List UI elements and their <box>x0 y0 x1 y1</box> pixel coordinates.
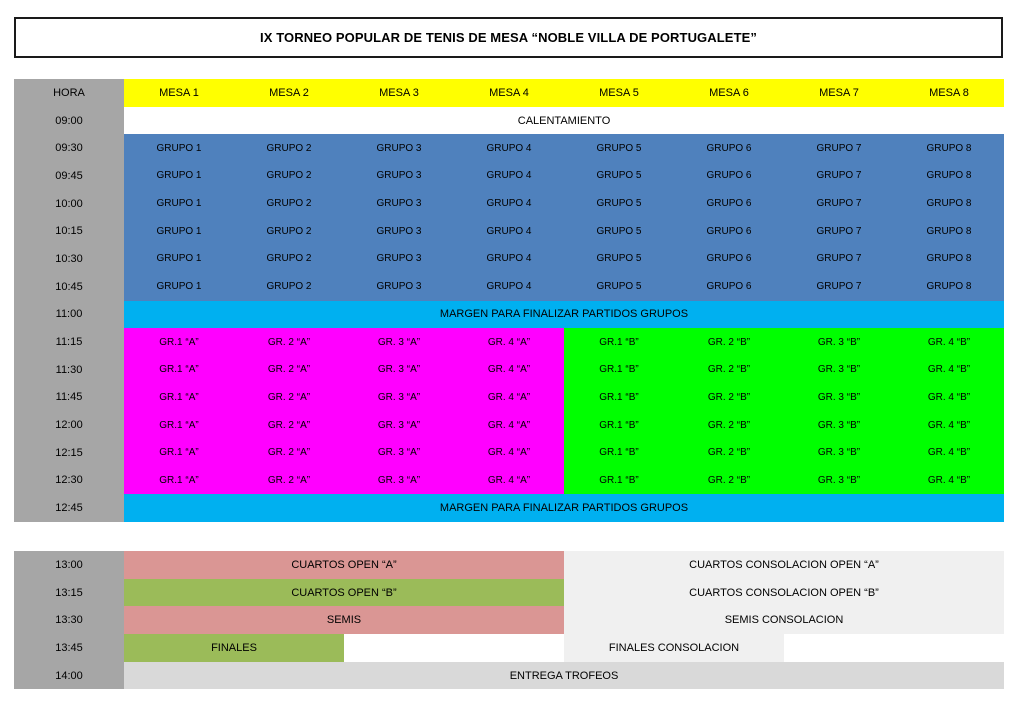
subgroup-cell: GR. 3 “B” <box>784 439 894 467</box>
subgroup-cell: GR. 3 “B” <box>784 411 894 439</box>
trophies-row <box>14 662 1004 690</box>
semis-consolacion-cell: SEMIS CONSOLACION <box>564 606 1004 634</box>
subgroup-cell: GR. 3 “B” <box>784 328 894 356</box>
hora-header: HORA <box>14 79 124 107</box>
group-cell: GRUPO 2 <box>234 217 344 245</box>
time-cell: 12:00 <box>14 411 124 439</box>
mesa-header: MESA 5 <box>564 79 674 107</box>
group-cell: GRUPO 4 <box>454 273 564 301</box>
subgroup-cell: GR.1 “A” <box>124 328 234 356</box>
group-cell: GRUPO 1 <box>124 245 234 273</box>
group-cell: GRUPO 3 <box>344 273 454 301</box>
margin-cell: MARGEN PARA FINALIZAR PARTIDOS GRUPOS <box>124 301 1004 329</box>
subgroup-cell: GR. 4 “B” <box>894 328 1004 356</box>
time-cell: 12:15 <box>14 439 124 467</box>
mesa-header: MESA 8 <box>894 79 1004 107</box>
time-cell: 13:15 <box>14 579 124 607</box>
subgroup-cell: GR. 2 “B” <box>674 411 784 439</box>
finals-row <box>14 551 1004 579</box>
margin-row <box>14 301 1004 329</box>
subgroup-cell: GR. 3 “A” <box>344 467 454 495</box>
group-cell: GRUPO 5 <box>564 273 674 301</box>
subgroup-cell: GR. 3 “B” <box>784 356 894 384</box>
entrega-trofeos-cell: ENTREGA TROFEOS <box>124 662 1004 690</box>
time-cell: 11:15 <box>14 328 124 356</box>
mesa-header: MESA 3 <box>344 79 454 107</box>
cuartos-consolacion-a-cell: CUARTOS CONSOLACION OPEN “A” <box>564 551 1004 579</box>
mesa-header: MESA 6 <box>674 79 784 107</box>
subgroup-row <box>14 439 1004 467</box>
time-cell: 12:30 <box>14 467 124 495</box>
group-cell: GRUPO 3 <box>344 217 454 245</box>
subgroup-cell: GR. 4 “B” <box>894 439 1004 467</box>
subgroup-row <box>14 384 1004 412</box>
margin-cell: MARGEN PARA FINALIZAR PARTIDOS GRUPOS <box>124 494 1004 522</box>
group-cell: GRUPO 3 <box>344 190 454 218</box>
time-cell: 11:30 <box>14 356 124 384</box>
group-cell: GRUPO 6 <box>674 190 784 218</box>
tournament-title: IX TORNEO POPULAR DE TENIS DE MESA “NOBLE VILLA DE PORTUGALETE” <box>14 17 1003 58</box>
group-cell: GRUPO 3 <box>344 134 454 162</box>
group-cell: GRUPO 7 <box>784 245 894 273</box>
finales-cell: FINALES <box>124 634 344 662</box>
subgroup-cell: GR. 2 “A” <box>234 411 344 439</box>
subgroup-row <box>14 356 1004 384</box>
group-cell: GRUPO 6 <box>674 134 784 162</box>
group-cell: GRUPO 2 <box>234 273 344 301</box>
subgroup-cell: GR. 2 “A” <box>234 328 344 356</box>
time-cell: 11:45 <box>14 384 124 412</box>
time-cell: 13:30 <box>14 606 124 634</box>
cuartos-open-a-cell: CUARTOS OPEN “A” <box>124 551 564 579</box>
group-cell: GRUPO 6 <box>674 217 784 245</box>
subgroup-cell: GR. 3 “B” <box>784 384 894 412</box>
group-cell: GRUPO 6 <box>674 162 784 190</box>
group-cell: GRUPO 4 <box>454 190 564 218</box>
subgroup-row <box>14 411 1004 439</box>
group-cell: GRUPO 5 <box>564 217 674 245</box>
cuartos-consolacion-b-cell: CUARTOS CONSOLACION OPEN “B” <box>564 579 1004 607</box>
subgroup-cell: GR. 4 “A” <box>454 467 564 495</box>
group-cell: GRUPO 7 <box>784 273 894 301</box>
group-cell: GRUPO 8 <box>894 190 1004 218</box>
time-cell: 12:45 <box>14 494 124 522</box>
group-row <box>14 273 1004 301</box>
subgroup-cell: GR.1 “A” <box>124 356 234 384</box>
group-cell: GRUPO 1 <box>124 134 234 162</box>
subgroup-cell: GR. 3 “A” <box>344 328 454 356</box>
subgroup-cell: GR. 2 “B” <box>674 467 784 495</box>
subgroup-cell: GR. 2 “B” <box>674 328 784 356</box>
subgroup-cell: GR.1 “B” <box>564 467 674 495</box>
subgroup-cell: GR.1 “B” <box>564 356 674 384</box>
subgroup-cell: GR. 4 “B” <box>894 356 1004 384</box>
subgroup-cell: GR. 2 “A” <box>234 439 344 467</box>
warmup-row <box>14 107 1004 135</box>
subgroup-cell: GR. 3 “A” <box>344 411 454 439</box>
subgroup-cell: GR. 2 “A” <box>234 356 344 384</box>
subgroup-cell: GR. 2 “B” <box>674 384 784 412</box>
subgroup-cell: GR.1 “B” <box>564 328 674 356</box>
subgroup-cell: GR.1 “A” <box>124 384 234 412</box>
group-cell: GRUPO 7 <box>784 190 894 218</box>
group-cell: GRUPO 2 <box>234 134 344 162</box>
subgroup-cell: GR. 4 “A” <box>454 439 564 467</box>
group-cell: GRUPO 1 <box>124 190 234 218</box>
margin-row <box>14 494 1004 522</box>
subgroup-row <box>14 467 1004 495</box>
subgroup-cell: GR. 2 “B” <box>674 439 784 467</box>
time-cell: 09:45 <box>14 162 124 190</box>
group-cell: GRUPO 5 <box>564 162 674 190</box>
subgroup-cell: GR. 4 “A” <box>454 384 564 412</box>
subgroup-cell: GR. 4 “B” <box>894 384 1004 412</box>
group-cell: GRUPO 4 <box>454 217 564 245</box>
group-cell: GRUPO 1 <box>124 217 234 245</box>
semis-cell: SEMIS <box>124 606 564 634</box>
subgroup-cell: GR.1 “A” <box>124 439 234 467</box>
group-cell: GRUPO 8 <box>894 245 1004 273</box>
warmup-cell: CALENTAMIENTO <box>124 107 1004 135</box>
finals-row <box>14 579 1004 607</box>
group-cell: GRUPO 6 <box>674 245 784 273</box>
subgroup-cell: GR. 4 “B” <box>894 411 1004 439</box>
group-row <box>14 190 1004 218</box>
group-row <box>14 162 1004 190</box>
empty-cell <box>784 634 1004 662</box>
time-cell: 11:00 <box>14 301 124 329</box>
mesa-header: MESA 7 <box>784 79 894 107</box>
group-cell: GRUPO 4 <box>454 245 564 273</box>
time-cell: 10:15 <box>14 217 124 245</box>
time-cell: 09:30 <box>14 134 124 162</box>
subgroup-cell: GR. 3 “A” <box>344 439 454 467</box>
subgroup-cell: GR. 3 “B” <box>784 467 894 495</box>
subgroup-cell: GR. 2 “A” <box>234 467 344 495</box>
empty-cell <box>344 634 564 662</box>
group-cell: GRUPO 8 <box>894 134 1004 162</box>
finals-row <box>14 634 1004 662</box>
time-cell: 13:45 <box>14 634 124 662</box>
group-cell: GRUPO 1 <box>124 273 234 301</box>
cuartos-open-b-cell: CUARTOS OPEN “B” <box>124 579 564 607</box>
group-cell: GRUPO 4 <box>454 134 564 162</box>
group-cell: GRUPO 1 <box>124 162 234 190</box>
time-cell: 10:00 <box>14 190 124 218</box>
mesa-header: MESA 1 <box>124 79 234 107</box>
group-cell: GRUPO 8 <box>894 162 1004 190</box>
finales-consolacion-cell: FINALES CONSOLACION <box>564 634 784 662</box>
subgroup-cell: GR. 4 “A” <box>454 411 564 439</box>
subgroup-cell: GR. 2 “B” <box>674 356 784 384</box>
subgroup-cell: GR. 3 “A” <box>344 384 454 412</box>
group-row <box>14 245 1004 273</box>
schedule-table-groups <box>14 79 1004 522</box>
group-cell: GRUPO 2 <box>234 190 344 218</box>
subgroup-row <box>14 328 1004 356</box>
group-cell: GRUPO 5 <box>564 190 674 218</box>
time-cell: 09:00 <box>14 107 124 135</box>
subgroup-cell: GR.1 “A” <box>124 411 234 439</box>
group-cell: GRUPO 3 <box>344 245 454 273</box>
subgroup-cell: GR.1 “B” <box>564 439 674 467</box>
subgroup-cell: GR.1 “B” <box>564 411 674 439</box>
subgroup-cell: GR.1 “B” <box>564 384 674 412</box>
group-row <box>14 134 1004 162</box>
group-cell: GRUPO 8 <box>894 217 1004 245</box>
group-cell: GRUPO 3 <box>344 162 454 190</box>
subgroup-cell: GR. 4 “A” <box>454 328 564 356</box>
group-cell: GRUPO 6 <box>674 273 784 301</box>
group-cell: GRUPO 4 <box>454 162 564 190</box>
subgroup-cell: GR. 2 “A” <box>234 384 344 412</box>
group-cell: GRUPO 2 <box>234 162 344 190</box>
group-cell: GRUPO 8 <box>894 273 1004 301</box>
subgroup-cell: GR. 3 “A” <box>344 356 454 384</box>
time-cell: 10:30 <box>14 245 124 273</box>
group-cell: GRUPO 7 <box>784 162 894 190</box>
group-cell: GRUPO 7 <box>784 217 894 245</box>
group-cell: GRUPO 2 <box>234 245 344 273</box>
header-row <box>14 79 1004 107</box>
time-cell: 14:00 <box>14 662 124 690</box>
group-cell: GRUPO 7 <box>784 134 894 162</box>
mesa-header: MESA 4 <box>454 79 564 107</box>
group-cell: GRUPO 5 <box>564 245 674 273</box>
time-cell: 10:45 <box>14 273 124 301</box>
subgroup-cell: GR. 4 “A” <box>454 356 564 384</box>
subgroup-cell: GR.1 “A” <box>124 467 234 495</box>
finals-row <box>14 606 1004 634</box>
mesa-header: MESA 2 <box>234 79 344 107</box>
group-row <box>14 217 1004 245</box>
group-cell: GRUPO 5 <box>564 134 674 162</box>
subgroup-cell: GR. 4 “B” <box>894 467 1004 495</box>
time-cell: 13:00 <box>14 551 124 579</box>
schedule-table-finals <box>14 551 1004 689</box>
